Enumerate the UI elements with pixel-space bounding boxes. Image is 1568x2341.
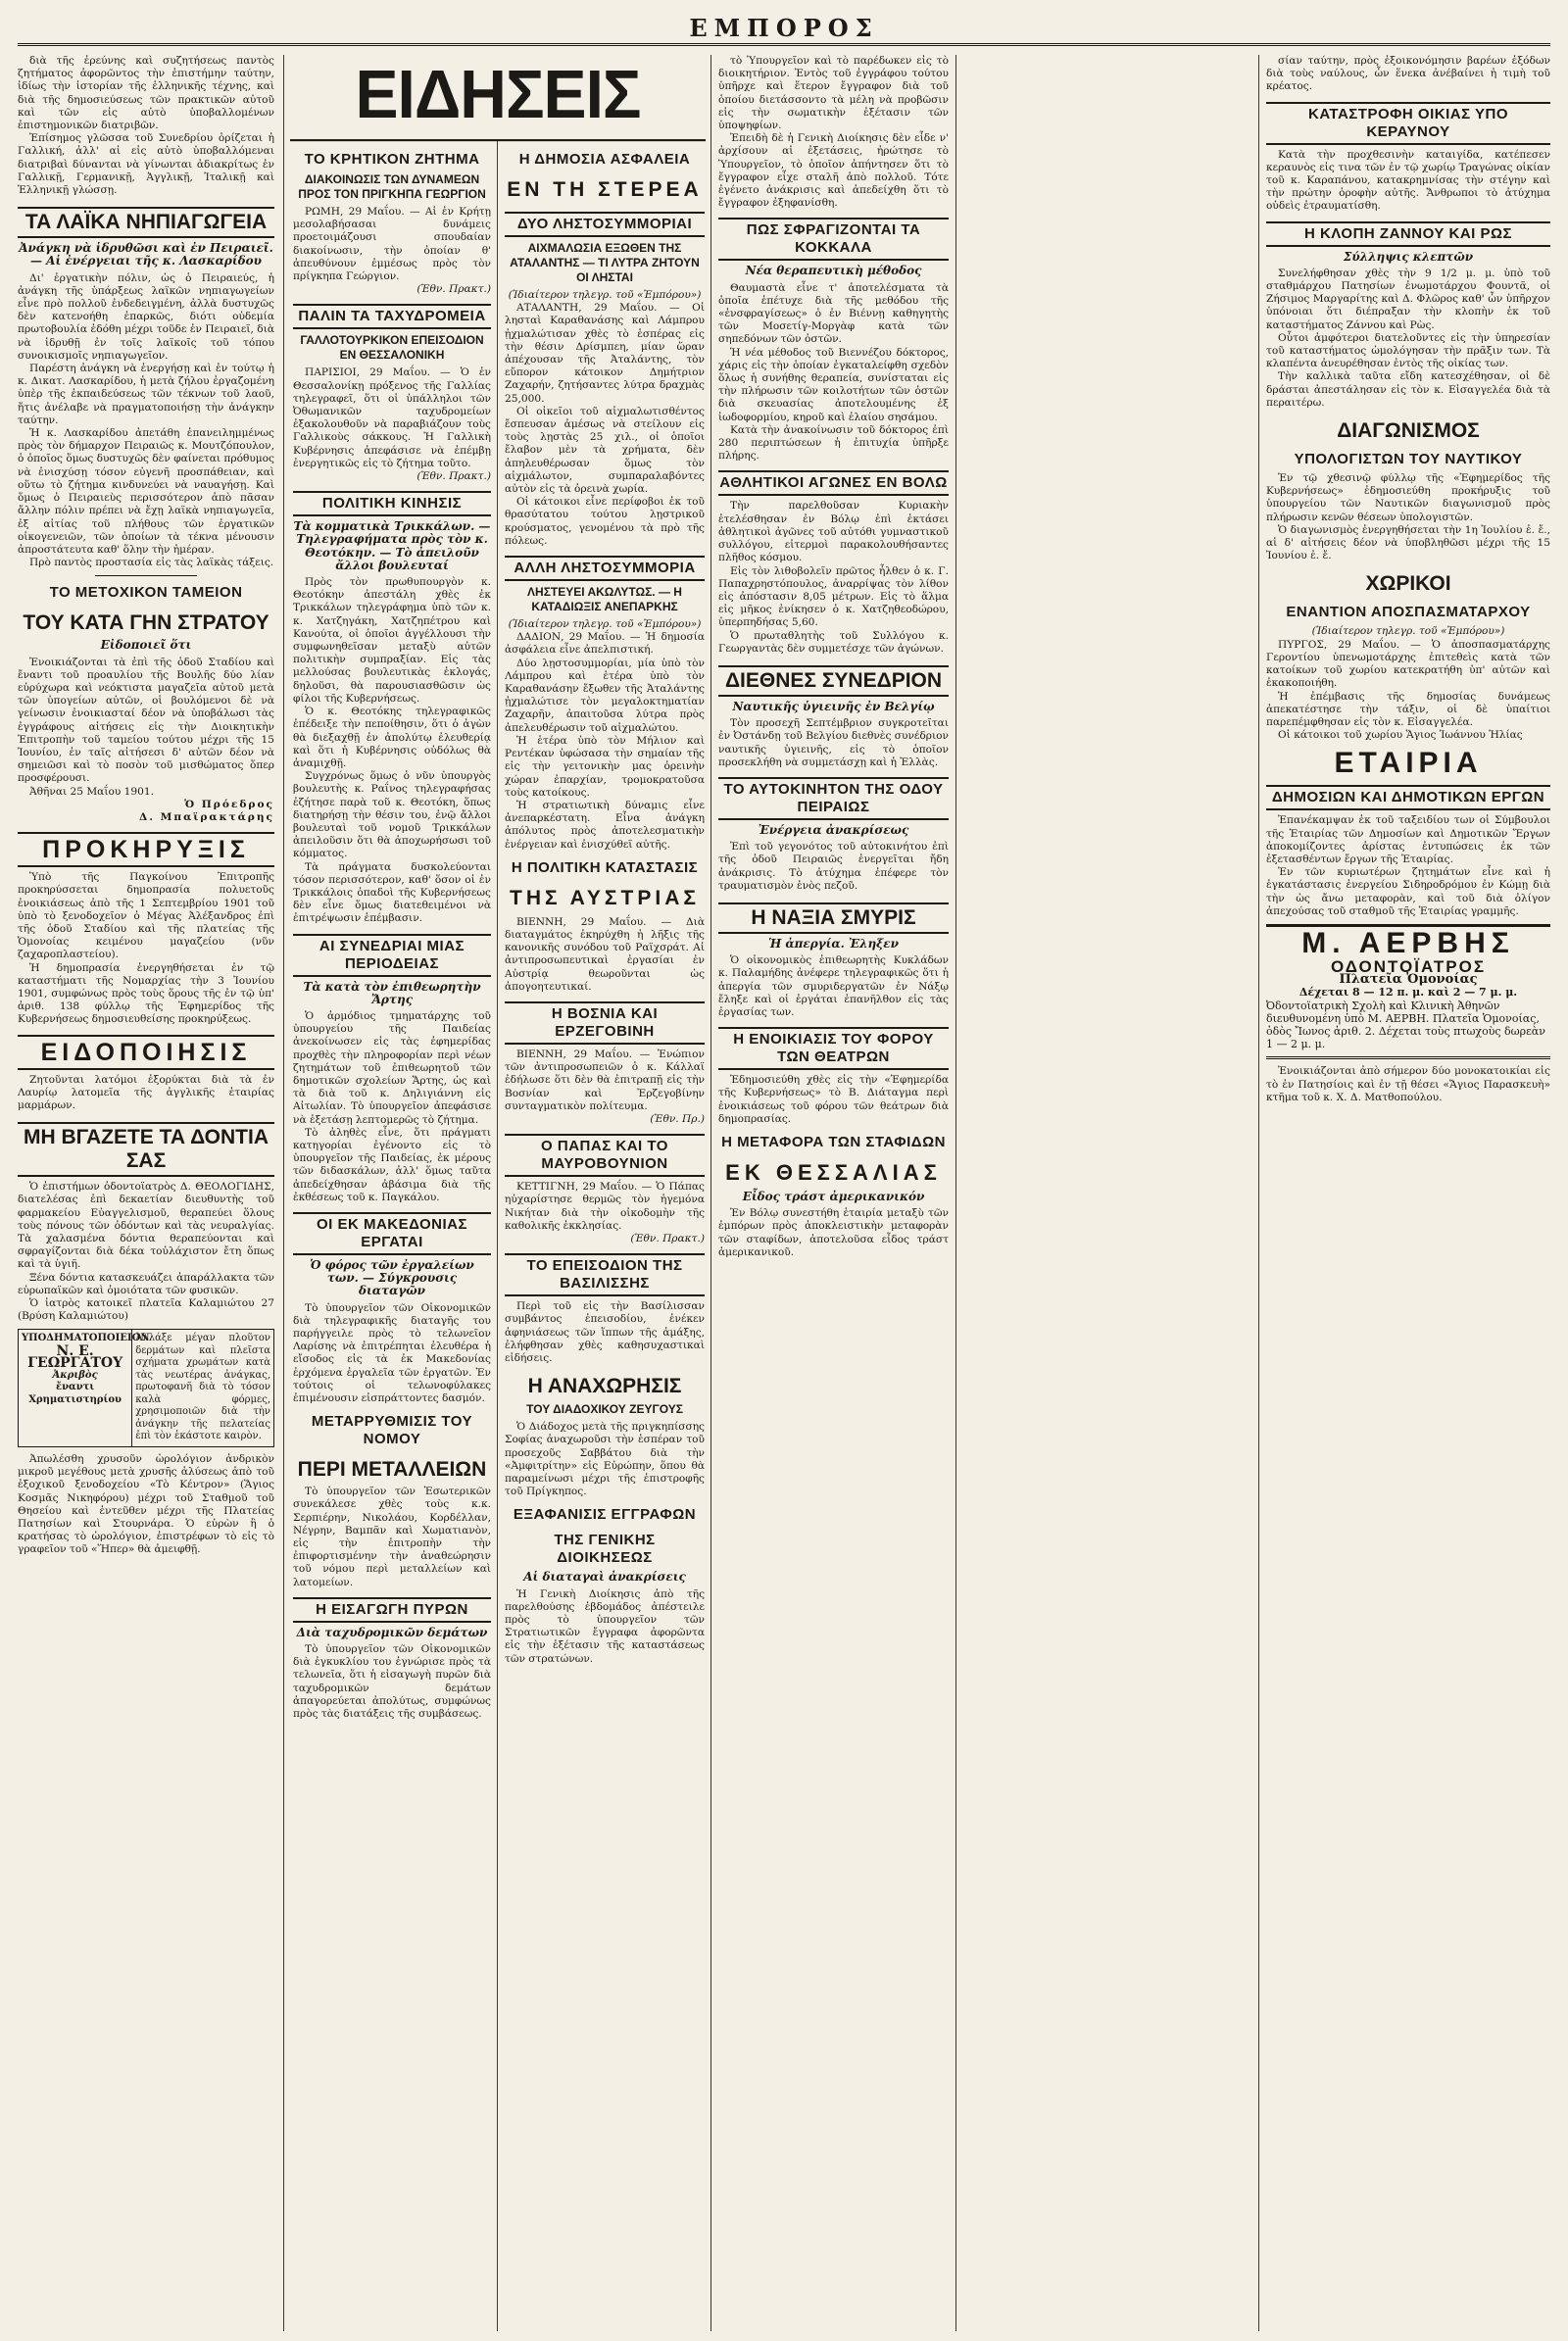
ad-title: ΥΠΟΔΗΜΑΤΟΠΟΙΕΙΟΝ	[22, 1333, 150, 1344]
source: (Ἐθν. Πρακτ.)	[416, 283, 491, 296]
subheadline: ΛΗΣΤΕΥΕΙ ΑΚΩΛΥΤΩΣ. — Η ΚΑΤΑΔΙΩΞΙΣ ΑΝΕΠΑΡΚΗΣ	[527, 585, 682, 614]
headline-meetings: ΑΙ ΣΥΝΕΔΡΙΑΙ ΜΙΑΣ ΠΕΡΙΟΔΕΙΑΣ	[293, 934, 491, 977]
paragraph: Οἱ οἰκεῖοι τοῦ αἰχμαλωτισθέντος ἔσπευσαν ἀμέσως νὰ στείλουν εἰς τοὺς λῃστὰς 25 χιλ., οἱ ὁποῖοι ἔλαβον μὲν τὰ χρήματα, δὲν ἀπηλευθέρωσαν ὅμως τὸν αἰχμάλωτον, συμπαραλαβόντες αὐτὸν εἰς τὰ ὀρεινὰ χωρία.	[505, 405, 705, 496]
paragraph: Τὰ πράγματα δυσκολεύονται τόσον περισσότερον, καθ' ὅσον οἱ ἐν Τρικκάλοις ὀπαδοὶ τῆς Κυβερνήσεως δὲν εἶνε ὅμως διατεθειμένοι νὰ ἐπιτρέψωσιν ἐπέμβασιν.	[293, 860, 491, 925]
headline-villagers: ΧΩΡΙΚΟΙ	[1365, 572, 1451, 596]
headline-proclamation: ΠΡΟΚΗΡΥΞΙΣ	[18, 832, 274, 867]
paragraph: Ξένα δόντια κατασκευάζει ἀπαράλλακτα τῶν εὐρωπαϊκῶν καὶ ὁμοιότατα τῶν φυσικῶν.	[18, 1271, 274, 1296]
paragraph: Ἀπωλέσθη χρυσοῦν ὡρολόγιον ἀνδρικὸν μικροῦ μεγέθους μετὰ χρυσῆς ἁλύσεως ἀπὸ τοῦ ἐξοχικοῦ ξενοδοχείου «Τὸ Κέντρον» (Ἅγιος Κοσμᾶς Νικηφόρου) μέχρι τοῦ Σταθμοῦ τοῦ Θησείου καὶ ἐντεῦθεν μέχρι τῆς Πλατείας Πατησίων καὶ Στουρνάρα. Ὁ εὑρὼν ἢ ὁ κρατήσας τὸ ὡρολόγιον, ἐπιστρέφων τὸ εἰς τὸ γραφεῖον τοῦ «Ἥπερ» θὰ ἀμειφθῇ.	[18, 1452, 274, 1556]
ad-name: Ν. Ε. ΓΕΩΡΓΑΤΟΥ	[27, 1342, 123, 1372]
source: (Ἐθν. Πρ.)	[650, 1112, 705, 1125]
paragraph: διὰ τῆς ἐρεύνης καὶ συζητήσεως παντὸς ζητήματος ἀφορῶντος τὴν ἐπιστήμην ταύτην, ἰδίως τὴν ἱστορίαν τῆς ἑλληνικῆς τέχνης, καὶ διὰ τῆς δημοσιεύσεως τῶν πρακτικῶν αὐτοῦ καὶ τῶν εἰς αὐτὸ ὑποβαλλομένων ἐπιστημονικῶν διατριβῶν.	[18, 55, 274, 132]
paragraph: Ἐνοικιάζονται τὰ ἐπὶ τῆς ὁδοῦ Σταδίου καὶ ἔναντι τοῦ προαυλίου τῆς Βουλῆς δύο λίαν εὐρύχωρα καὶ νεόκτιστα μαγαζεῖα αὐτοῦ μετὰ τῶν ὑπογείων αὐτῶν, οἱ βουλόμενοι δὲ νὰ γείνωσιν ἐνοικιασταί δέον νὰ ὑποβάλωσι τὰς ἐγγράφους αἰτήσεις εἰς τὴν Διοικητικὴν Ἐπιτροπὴν τοῦ ταμείου τούτου μέχρι τῆς 15 Ἰουνίου, ἐν ταῖς αἰτήσεσι δ' αὐτῶν δέον νὰ σημειῶσι καὶ τὸ ποσὸν τοῦ μισθώματος ὅπερ προσφέρουσι.	[18, 656, 274, 785]
headline-law: ΜΕΤΑΡΡΥΘΜΙΣΙΣ ΤΟΥ ΝΟΜΟΥ	[311, 1413, 473, 1448]
paragraph: Περὶ τοῦ εἰς τὴν Βασίλισσαν συμβάντος ἐπεισοδίου, ἐνέκεν ἀφηνιάσεως τῶν ἵππων τῆς ἁμάξης, ἐλήφθησαν χθὲς καθησυχαστικαὶ εἰδήσεις.	[505, 1300, 705, 1364]
subheadline: Αἱ διαταγαὶ ἀνακρίσεις	[523, 1570, 686, 1585]
paragraph: Κατὰ τὴν προχθεσινὴν καταιγίδα, κατέπεσεν κεραυνὸς εἰς τινα τῶν ἐν τῷ χωρίῳ Τραγώνας οἰκίαν τοῦ κ. Καραπάνου, κατακρημνίσας τὴν στέγην καὶ τὴν πρώτην ὀροφὴν αὐτῆς. Ἄνθρωποι τὸ ἀτύχημα οὐδεὶς ἐτραυματίσθη.	[1266, 148, 1550, 213]
paragraph: Τὴν παρελθοῦσαν Κυριακὴν ἐτελέσθησαν ἐν Βόλῳ ἐπὶ ἐκτάσει ἀθλητικοὶ ἀγῶνες τοῦ αὐτόθι γυμναστικοῦ συλλόγου, εἰτερμοὶ παρακολουθήσαντες πλῆθος κόσμου.	[718, 500, 949, 564]
headline-law-2: ΠΕΡΙ ΜΕΤΑΛΛΕΙΩΝ	[297, 1458, 487, 1482]
signature-title: Ὁ Πρόεδρος	[184, 798, 274, 810]
subheadline: Σύλληψις κλεπτῶν	[1343, 249, 1474, 264]
headline-departure-2: ΤΟΥ ΔΙΑΔΟΧΙΚΟΥ ΖΕΥΓΟΥΣ	[526, 1402, 683, 1417]
paragraph: ΠΥΡΓΟΣ, 29 Μαΐου. — Ὁ ἀποσπασματάρχης Γεροντίου ὑπενωμοτάρχης ἐπιτεθεὶς κατὰ τῶν κατοίκων τοῦ χωρίου κατεκρατήθη ὑπ' αὐτῶν καὶ ἐκακοποιήθη.	[1266, 638, 1550, 690]
headline-austria-2: ΤΗΣ ΑΥΣΤΡΙΑΣ	[510, 886, 700, 909]
paragraph: Ζητοῦνται λατόμοι ἐξορύκται διὰ τὰ ἐν Λαυρίῳ λατομεῖα τῆς ἀγγλικῆς ἑταιρίας μαρμάρων.	[18, 1073, 274, 1111]
paragraph: Συνελήφθησαν χθὲς τὴν 9 1/2 μ. μ. ὑπὸ τοῦ σταθμάρχου Πατησίων ἐνωμοτάρχου Φουντᾶ, οἱ Ζήσιμος Μαργαρίτης καὶ Δ. Φλῶρος καθ' ὧν ὑπῆρχον ὑπόνοιαι ὅτι διέπραξαν τὴν κλοπὴν ἐκ τοῦ καταστήματος Ζάννου καὶ Ρὼς.	[1266, 267, 1550, 331]
subheadline: Νέα θεραπευτικὴ μέθοδος	[745, 264, 922, 278]
paragraph: Δύο λῃστοσυμμορίαι, μία ὑπὸ τὸν Λάμπρου καὶ ἑτέρα ὑπὸ τὸν Καραθανάσην ἔξωθεν τῆς Ἀταλάντης ᾐχμαλώτισε τὸν μεγαλοκτηματίαν Ζαχαρῆν, ἀπαιτοῦσα λύτρα πρὸς ἀπελευθέρωσιν τοῦ αἰχμαλώτου.	[505, 657, 705, 734]
headline-fund: ΤΟ ΜΕΤΟΧΙΚΟΝ ΤΑΜΕΙΟΝ	[49, 584, 243, 602]
headline-gangs: ΔΥΟ ΛΗΣΤΟΣΥΜΜΟΡΙΑΙ	[505, 212, 705, 237]
paragraph: Ἐν τῷ χθεσινῷ φύλλῳ τῆς «Ἐφημερίδος τῆς Κυβερνήσεως» ἐδημοσιεύθη προκήρυξις τοῦ ὑπουργείου τῶν Ναυτικῶν διαγωνισμοῦ πρὸς πλήρωσιν κενῶν θέσεων ὑπολογιστῶν.	[1266, 472, 1550, 523]
paragraph: Τὸ ὑπουργεῖον τῶν Οἰκονομικῶν διὰ ἐγκυκλίου του ἐγνώρισε πρὸς τὰ τελωνεῖα, ὅτι ἡ εἰσαγωγὴ πυρῶν διὰ ταχυδρομικῶν δεμάτων ἀπαγορεύεται ἀπολύτως, συμφώνως πρὸς τὰς διατάξεις τῆς συμβάσεως.	[293, 1643, 491, 1721]
paragraph: Ἡ ἐπέμβασις τῆς δημοσίας δυνάμεως ἀπεκατέστησε τὴν τάξιν, οἱ δὲ ὑπαίτιοι παρεπέμφθησαν εἰς τὸν κ. Εἰσαγγελέα.	[1266, 690, 1550, 728]
headline-raisins: Η ΜΕΤΑΦΟΡΑ ΤΩΝ ΣΤΑΦΙΔΩΝ	[721, 1133, 946, 1150]
paragraph: Ὁ ἐπιστήμων ὀδοντοϊατρὸς Δ. ΘΕΟΛΟΓΙΔΗΣ, διατελέσας ἐπὶ δεκαετίαν διευθυντὴς τοῦ φαρμακείου Εὐαγγελισμοῦ, θεραπεύει ὅλους τοὺς πόνους τῶν ὀδόντων καὶ τὰς νευραλγίας. Τὰ χαλασμένα δόντια θεραπεύονται καὶ σφραγίζονται διὰ δέκα τοὐλάχιστον ἔτη ὅπως καὶ τὰ ὑγιῆ.	[18, 1181, 274, 1271]
paragraph: ΠΑΡΙΣΙΟΙ, 29 Μαΐου. — Ὁ ἐν Θεσσαλονίκῃ πρόξενος τῆς Γαλλίας τηλεγραφεῖ, ὅτι οἱ ὑπάλληλοι τῶν Ὀθωμανικῶν ταχυδρομείων ἐξακολουθοῦν νὰ παραβιάζουν τοὺς Γαλλικοὺς σάκκους. Ἡ Γαλλικὴ Κυβέρνησις ἀπεφάσισε νὰ ἐπέμβῃ ἐνεργητικῶς εἰς τὸ ζήτημα τοῦτο.	[293, 366, 491, 469]
paragraph: Οἱ κάτοικοι εἶνε περίφοβοι ἐκ τοῦ θρασύτατου τούτου λῃστρικοῦ κρούσματος, γενομένου τὰ πρὸ τῆς πόλεως.	[505, 496, 705, 547]
paragraph: Τὸ ὑπουργεῖον τῶν Ἐσωτερικῶν συνεκάλεσε χθὲς τοὺς κ.κ. Σερπιέρην, Νικολάου, Κορδέλλαν, Νέγρην, Βαμπᾶν καὶ Χωματιανὸν, εἰς τὴν ἐπιτροπὴν τὴν ἐπιφορτισμένην τὴν ἀναθεώρησιν τοῦ νόμου περὶ μεταλλείων καὶ λατομείων.	[293, 1486, 491, 1588]
paragraph: Τὸ ἀληθὲς εἶνε, ὅτι πράγματι κατηγορίαι ἐγένοντο εἰς τὸ ὑπουργεῖον τῆς Παιδείας, ἐκ μέρους τῶν διδασκάλων, ἀλλ' ὅμως ταῦτα ἀπεδείχθησαν ἀβάσιμα διὰ τῆς ἐκθέσεως τοῦ κ. Παγκάλου.	[293, 1126, 491, 1203]
dentist-name: Μ. ΑΕΡΒΗΣ	[1266, 924, 1550, 960]
headline-documents: ΕΞΑΦΑΝΙΣΙΣ ΕΓΓΡΑΦΩΝ	[513, 1506, 697, 1524]
column-2	[293, 143, 491, 2331]
paragraph: Εἰς τὸν λιθοβολεῖν πρῶτος ἦλθεν ὁ κ. Γ. Παπαχρηστόπουλος, ἀναρρίψας τὸν λίθον εἰς ἀπόστασιν 8,05 μέτρων. Εἰς τὸ ἅλμα εἰς μῆκος ἐνίκησεν ὁ κ. Χατζηθεοδώρου, ὑπερπηδήσας 5,60.	[718, 564, 949, 629]
paragraph: Ὁ ἰατρὸς κατοικεῖ πλατεῖα Καλαμιώτου 27 (Βρύση Καλαμιώτου)	[18, 1297, 274, 1323]
subheadline: ΓΑΛΛΟΤΟΥΡΚΙΚΟΝ ΕΠΕΙΣΟΔΙΟΝ ΕΝ ΘΕΣΣΑΛΟΝΙΚΗ	[300, 333, 484, 363]
paragraph: Ἐπανέκαμψαν ἐκ τοῦ ταξειδίου των οἱ Σύμβουλοι τῆς Ἑταιρίας τῶν Δημοσίων καὶ Δημοτικῶν Ἔργων ἀποκομίζοντες ἀρίστας ἐντυπώσεις ἐκ τῶν ἐξετασθέντων ἔργων τῆς Ἑταιρίας.	[1266, 814, 1550, 865]
headline-theatre-tax: Η ΕΝΟΙΚΙΑΣΙΣ ΤΟΥ ΦΟΡΟΥ ΤΩΝ ΘΕΑΤΡΩΝ	[718, 1027, 949, 1070]
paragraph: Ἐπίσημος γλῶσσα τοῦ Συνεδρίου ὁρίζεται ἡ Γαλλική, ἀλλ' αἱ εἰς αὐτὸ ὑποβαλλόμεναι διατριβαὶ δύνανται νὰ γίνωνται ἀδιακρίτως ἐν Γαλλικῇ, Γερμανικῇ, Ἀγγλικῇ, Ἰταλικῇ καὶ Ἑλληνικῇ γλώσσῃ.	[18, 132, 274, 197]
headline-company: ΕΤΑΙΡΙΑ	[1334, 747, 1483, 780]
dentist-hours: Δέχεται 8 — 12 π. μ. καὶ 2 — 7 μ. μ.	[1298, 986, 1518, 1000]
paragraph: σίαν ταύτην, πρὸς ἐξοικονόμησιν βαρέων ἐξόδων διὰ τοὺς ναύλους, ὧν ἕνεκα ἀνέβαίνει ἡ τιμὴ τοῦ κρέατος.	[1266, 55, 1550, 93]
headline-austria: Η ΠΟΛΙΤΙΚΗ ΚΑΤΑΣΤΑΣΙΣ	[511, 858, 699, 876]
headline-notice: ΕΙΔΟΠΟΙΗΣΙΣ	[18, 1035, 274, 1070]
subheadline: Ὁ φόρος τῶν ἐργαλείων των. — Σύγκρουσις διαταγῶν	[310, 1258, 474, 1298]
paragraph: Τὸν προσεχῆ Σεπτέμβριον συγκροτεῖται ἐν Ὀστάνδῃ τοῦ Βελγίου διεθνὲς συνέδριον ναυτικῆς ὑγιεινῆς, εἰς τὸ ὁποῖον προσεκλήθη νὰ συμμετάσχῃ καὶ ἡ Ἑλλὰς.	[718, 717, 949, 768]
subheadline: Τὰ κομματικὰ Τρικκάλων. — Τηλεγραφήματα πρὸς τὸν κ. Θεοτόκην. — Τὸ ἀπειλοῦν ἄλλοι βουλευταί	[293, 519, 491, 572]
ad-text: Ἀλλάξε μέγαν πλοῦτον δερμάτων καὶ πλεῖστα σχήματα χρωμάτων κατὰ τὰς νεωτέρας ἀνάγκας, πρωτοφανῆ διὰ τὸ τόσον καλὰ φόρμες, χρησιμοποιῶν διὰ τὴν ἀνάγκην τῆς πελατείας ἐπὶ τὸν ἑκάστοτε καιρὸν.	[135, 1333, 270, 1442]
paragraph: Ἐδημοσιεύθη χθὲς εἰς τὴν «Ἐφημερίδα τῆς Κυβερνήσεως» τὸ Β. Διάταγμα περὶ ἐνοικιάσεως τοῦ φόρου τῶν θεάτρων διὰ δημοπρασίας.	[718, 1074, 949, 1125]
columns	[18, 55, 1550, 2331]
paragraph: Ἐνοικιάζονται ἀπὸ σήμερον δύο μονοκατοικίαι εἰς τὸ ἐν Πατησίοις καὶ ἐν τῇ θέσει «Ἄγιος Παρασκευὴ» κτῆμα τοῦ κ. Χ. Δ. Ματθοπούλου.	[1266, 1065, 1550, 1103]
subheadline: Εἰδοποιεῖ ὅτι	[100, 638, 192, 653]
paragraph: Ὁ πρωταθλητὴς τοῦ Συλλόγου κ. Γεωργαντὰς δὲν συμμετέσχε τῶν ἀγώνων.	[718, 629, 949, 655]
paragraph: Ὑπὸ τῆς Παγκοίνου Ἐπιτροπῆς προκηρύσσεται δημοπρασία πολυετοῦς ἐνοικιάσεως ἀπὸ τῆς 1 Σεπτεμβρίου 1901 τοῦ ὑπὸ τὸ ξενοδοχεῖον ὁ Μέγας Ἀλέξανδρος ἐπὶ τῆς ὁδοῦ Σταδίου καὶ τῆς πλατείας τῆς Ὁμονοίας κειμένου μαγαζείου (νῦν ζαχαροπλαστείου).	[18, 871, 274, 961]
paragraph: Ἐν Βόλῳ συνεστήθη ἑταιρία μεταξὺ τῶν ἐμπόρων πρὸς ἀποκλειστικὴν μεταφορὰν τῶν σταφίδων, ἀποτελοῦσα εἶδος τράστ ἀμερικανικοῦ.	[718, 1207, 949, 1258]
paragraph: Ἡ ἑτέρα ὑπὸ τὸν Μήλιον καὶ Ρεντέκαν ὑφώσασα τὴν σημαίαν τῆς εἰς τὴν γειτονικὴν μας ὀρεινὴν χώραν ἐπαρχίαν, τρομοκρατοῦσα τοὺς κατοίκους.	[505, 734, 705, 799]
dentist-ad	[1266, 924, 1550, 1050]
subheadline: Ἡ ἀπεργία. Ἐληξεν	[768, 936, 899, 951]
subheadline: Τὰ κατὰ τὸν ἐπιθεωρητὴν Ἄρτης	[303, 979, 481, 1006]
paragraph: Ἡ στρατιωτικὴ δύναμις εἶνε ἀνεπαρκέστατη. Εἶνα ἀνάγκη ἀπόλυτος πρὸς ἀποτελεσματικὴν ἐνέργειαν καὶ ἐνισχύθεῖ αὐτῆς.	[505, 799, 705, 851]
headline-posts: ΠΑΛΙΝ ΤΑ ΤΑΧΥΔΡΟΜΕΙΑ	[293, 304, 491, 329]
paragraph: Τὸ ὑπουργεῖον τῶν Οἰκονομικῶν διὰ τηλεγραφικῆς διαταγῆς του παρήγγειλε πρὸς τὸ τελωνεῖον Λαρίσης νὰ ἐπιτρέπηται ἐλευθέρα ἡ εἴσοδος εἰς τὰ ἐκ Μακεδονίας ἐρχόμενα ἐργαλεῖα τῶν ἐργατῶν. Ἐν τούτοις οἱ τελωνοφύλακες ἐπιμένουσιν εἰσπράττοντες δασμόν.	[293, 1301, 491, 1405]
headline-other-gang: ΑΛΛΗ ΛΗΣΤΟΣΥΜΜΟΡΙΑ	[505, 556, 705, 581]
subheadline: Ναυτικῆς ὑγιεινῆς ἐν Βελγίῳ	[732, 699, 935, 713]
column-5	[1266, 55, 1550, 2331]
paragraph: τὸ Ὑπουργεῖον καὶ τὸ παρέδωκεν εἰς τὸ διοικητήριον. Ἐντὸς τοῦ ἐγγράφου τούτου ὑπῆρχε καὶ ἕτερον ἔγγραφον διὰ τοῦ ὁποίου διετάσσοντο τὰ μέλη νὰ προβῶσιν εἰς τὴν σωματικὴν ἐξέτασιν τῶν ὑποψηφίων.	[718, 55, 949, 132]
headline-security-2: ΕΝ ΤΗ ΣΤΕΡΕΑ	[507, 178, 703, 201]
subheadline: ΔΙΑΚΟΙΝΩΣΙΣ ΤΩΝ ΔΥΝΑΜΕΩΝ ΠΡΟΣ ΤΟΝ ΠΡΙΓΚΗΠΑ ΓΕΩΡΓΙΟΝ	[298, 172, 486, 201]
dentist-text: Ὀδοντοϊατρικὴ Σχολὴ καὶ Κλινικὴ Ἀθηνῶν διευθυνομένη ὑπὸ Μ. ΑΕΡΒΗ. Πλατεῖα Ὁμονοίας, ὁδὸς Ἴωνος ἀριθ. 2. Δέχεται τοὺς πτωχοὺς δωρεὰν 1 — 2 μ. μ.	[1266, 999, 1545, 1051]
column-4	[718, 55, 949, 2331]
headline-automobile: ΤΟ ΑΥΤΟΚΙΝΗΤΟΝ ΤΗΣ ΟΔΟΥ ΠΕΙΡΑΙΩΣ	[718, 777, 949, 820]
source: (Ἰδιαίτερον τηλεγρ. τοῦ «Ἐμπόρου»)	[508, 289, 702, 301]
paragraph: Τὴν καλλικὰ ταῦτα εἴδη κατεσχέθησαν, οἱ δὲ δράσται ἀπεστάλησαν εἰς τὸν κ. Εἰσαγγελέα διὰ τὰ περαιτέρω.	[1266, 370, 1550, 409]
headline-company-2: ΔΗΜΟΣΙΩΝ ΚΑΙ ΔΗΜΟΤΙΚΩΝ ΕΡΓΩΝ	[1266, 785, 1550, 810]
paragraph: Πρὸ παντὸς προστασία εἰς τὰς λαϊκὰς τάξεις.	[29, 557, 274, 569]
paragraph: ΡΩΜΗ, 29 Μαΐου. — Αἱ ἐν Κρήτῃ μεσολαβήσασαι δυνάμεις προετοιμάζουσι σπουδαίαν διακοίνωσιν, τὴν ὁποίαν θ' ἀπευθύνουν ἐμμέσως πρὸς τὸν πρίγκηπα Γεώργιον.	[293, 206, 491, 283]
subheadline: Ἀνάγκη νὰ ἱδρυθῶσι καὶ ἐν Πειραιεῖ. — Αἱ ἐνέργειαι τῆς κ. Λασκαρίδου	[19, 241, 273, 268]
paragraph: Ὁ ἁρμόδιος τμηματάρχης τοῦ ὑπουργείου τῆς Παιδείας ἀνεκοίνωσεν εἰς τὰς ἐφημερίδας προχθὲς τὴν πληροφορίαν περὶ νέων ζητημάτων τοῦ ἐπιθεωρητοῦ τῶν δημοτικῶν σχολείων Ἄρτης, ὡς καὶ τὰ διὰ τοῦ κ. Δηλιγιάννη εἰς Αἰτωλίαν. Τὸ ὑπουργεῖον ἀπεφάσισε νὰ ἐξετάσῃ λεπτομερῶς τὸ ζήτημα.	[293, 1009, 491, 1126]
headline-documents-2: ΤΗΣ ΓΕΝΙΚΗΣ ΔΙΟΙΚΗΣΕΩΣ	[554, 1532, 656, 1567]
paragraph: Ἡ νέα μέθοδος τοῦ Βιεννέζου δόκτορος, χάρις εἰς τὴν ὁποίαν ἐγκαταλείφθη σχεδὸν ὅλως ἡ συνήθης θεραπεία, συνίσταται εἰς τὴν πλήρωσιν τῶν κοιλοτήτων τῶν ὀστῶν διὰ σκευασίας ἀποτελουμένης ἐξ ἰωδοφορμίου, κηροῦ καὶ ἐλαίου σησάμου.	[718, 346, 949, 423]
source: (Ἐθν. Πρακτ.)	[416, 470, 491, 483]
source: (Ἰδιαίτερον τηλεγρ. τοῦ «Ἐμπόρου»)	[1311, 625, 1505, 638]
column-3	[505, 143, 705, 2331]
headline-pope: Ο ΠΑΠΑΣ ΚΑΙ ΤΟ ΜΑΥΡΟΒΟΥΝΙΟΝ	[505, 1134, 705, 1177]
signature-name: Δ. Μπαϊρακτάρης	[139, 810, 274, 823]
paragraph: Πρὸς τὸν πρωθυπουργὸν κ. Θεοτόκην ἀπεστάλη χθὲς ἐκ Τρικκάλων τηλεγράφημα ὑπὸ τῶν κ. κ. Χατζηγάκη, Χατζηπέτρου καὶ Κανούτα, οἱ ὁποῖοι ἀγγέλλουσι τὴν συμφωνηθεῖσαν μεταξὺ αὐτῶν πολιτικὴν συμπραξίαν. Εἰς τὰς μελλούσας βουλευτικὰς ἐκλογάς, δηλοῦσι, θὰ παρουσιασθῶσιν ὡς φίλοι τῆς Κυβερνήσεως.	[293, 576, 491, 705]
paragraph: Θαυμαστὰ εἶνε τ' ἀποτελέσματα τὰ ὁποῖα ἐπέτυχε διὰ τῆς μεθόδου τῆς «ἐνσφραγίσεως» ὁ ἐν Βιέννῃ καθηγητὴς τῶν Μοσετίγ-Μοργὰφ κατὰ τῶν σηπεδόνων τῶν ὀστῶν.	[718, 281, 949, 346]
paragraph: Κατὰ τὴν ἀνακοίνωσιν τοῦ δόκτορος ἐπὶ 280 περιπτώσεων ἡ ἐπιτυχία ὑπῆρξε πλήρης.	[718, 423, 949, 463]
ad-address: ἔναντι Χρηματιστηρίου	[28, 1382, 122, 1405]
paragraph: ΑΤΑΛΑΝΤΗ, 29 Μαΐου. — Οἱ λησταὶ Καραθανάσης καὶ Λάμπρου ᾐχμαλώτισαν χθὲς τὸ ἑσπέρας εἰς τὴν θέσιν Δρίσμπεη, μίαν ὥραν ἀπέχουσαν τῆς Ἀταλάντης, τὸν εὔπορον κάτοικον Δημήτριον Ζαχαρήν, ζητήσαντες λύτρα δραχμὰς 25,000.	[505, 302, 705, 405]
paragraph: Δι' ἐργατικὴν πόλιν, ὡς ὁ Πειραιεύς, ἡ ἀνάγκη τῆς ὑπάρξεως λαϊκῶν νηπιαγωγείων εἶνε πρὸ πολλοῦ ἐνδεδειγμένη, ἀλλὰ δυστυχῶς δὲν κατενοήθη ἐπαρκῶς, διότι οὐδεμία πρωτοβουλία ἐδόθη μέχρι τοῦδε ἐν Πειραιεῖ, διὰ νὰ ἱδρυθῇ ἐν τοῖς λαϊκοῖς τοῦ τόπου συνοικισμοῖς νηπιαγωγεῖον.	[18, 271, 274, 362]
paragraph: Ὁ οἰκονομικὸς ἐπιθεωρητὴς Κυκλάδων κ. Παλαμήδης ἀνέφερε τηλεγραφικῶς ὅτι ἡ ἀπεργία τῶν σμυριδεργατῶν ἐν Νάξῳ ἔληξε καὶ οἱ ἐργάται ἐπανῆλθον εἰς τὰς ἐργασίας των.	[718, 954, 949, 1018]
paragraph: Ὁ Διάδοχος μετὰ τῆς πριγκηπίσσης Σοφίας ἀναχωροῦσι τὴν ἑσπέραν τοῦ προσεχοῦς Σαββάτου διὰ τὴν «Ἀμφιτρίτην» εἰς Εὐρώπην, ὅπου θὰ παραμείνωσι μέχρι τῆς ἐπιστροφῆς τοῦ Πρίγκηπος.	[505, 1421, 705, 1498]
source: (Ἰδιαίτερον τηλεγρ. τοῦ «Ἐμπόρου»)	[508, 618, 702, 631]
subheadline: ΑΙΧΜΑΛΩΣΙΑ ΕΞΩΘΕΝ ΤΗΣ ΑΤΑΛΑΝΤΗΣ — ΤΙ ΛΥΤΡΑ ΖΗΤΟΥΝ ΟΙ ΛΗΣΤΑΙ	[510, 241, 700, 284]
headline-competition-2: ΥΠΟΛΟΓΙΣΤΩΝ ΤΟΥ ΝΑΥΤΙΚΟΥ	[1294, 451, 1523, 468]
headline-departure: Η ΑΝΑΧΩΡΗΣΙΣ	[527, 1375, 682, 1398]
paragraph: Ἐπὶ τοῦ γεγονότος τοῦ αὐτοκινήτου ἐπὶ τῆς ὁδοῦ Πειραιῶς ἐνεργεῖται ἤδη ἀνάκρισις. Τὸ ἀτύχημα ἐπέφερε τὸν τραυματισμὸν ἑνὸς πεζοῦ.	[718, 841, 949, 892]
ad-line: Ἀκριβὸς	[52, 1369, 98, 1381]
paragraph: ΔΑΔΙΟΝ, 29 Μαΐου. — Ἡ δημοσία ἀσφάλεια εἶνε ἀπελπιστική.	[505, 631, 705, 657]
masthead: ΕΜΠΟΡΟΣ	[18, 14, 1550, 46]
paragraph: ΒΙΕΝΝΗ, 29 Μαΐου. — Διὰ διαταγμάτος ἐκηρύχθη ἡ λῆξις τῆς κανονικῆς συνόδου τοῦ Ραϊχσράτ. Αἱ ἀντιπροσωπευτικαὶ ἐργασίαι ἐν Αὐστρίᾳ θεωροῦνται ὡς ἀπογοητευτικαί.	[505, 915, 705, 993]
paragraph: Ἡ Γενικὴ Διοίκησις ἀπὸ τῆς παρελθούσης ἑβδομάδος ἀπέστειλε πρὸς τὸ ὑπουργεῖον τῶν Στρατιωτικῶν ἔγγραφα ἀφορῶντα εἰς τὴν ἐξέτασιν τῆς καταστάσεως τῶν στρατώνων.	[505, 1587, 705, 1665]
dateline: Ἀθῆναι 25 Μαΐου 1901.	[29, 785, 155, 798]
paragraph: ΒΙΕΝΝΗ, 29 Μαΐου. — Ἐνώπιον τῶν ἀντιπροσωπειῶν ὁ κ. Κάλλαϊ ἐδήλωσε ὅτι δὲν θὰ ἐπιτραπῇ εἰς τὴν Βοσνίαν καὶ Ἐρζεγοβίνην συνταγματικὸν πολίτευμα.	[505, 1048, 705, 1112]
paragraph: Ἐπειδὴ δὲ ἡ Γενικὴ Διοίκησις δὲν εἶδε ν' ἀρχίσουν αἱ ἐξετάσεις, ἠρώτησε τὸ Ὑπουργεῖον, τὸ ὁποῖον ἀπήντησεν ὅτι τὸ ἔγγραφον εἶχε σταλῆ ἀπὸ πολλοῦ. Τότε ἐγένετο ἀνάκρισις καὶ ἀπεδείχθη ὅτι τὸ ἔγγραφον ἐξηφανίσθη.	[718, 132, 949, 210]
headline-lightning: ΚΑΤΑΣΤΡΟΦΗ ΟΙΚΙΑΣ ΥΠΟ ΚΕΡΑΥΝΟΥ	[1266, 102, 1550, 145]
headline-import: Η ΕΙΣΑΓΩΓΗ ΠΥΡΩΝ	[293, 1597, 491, 1623]
subheadline: Διὰ ταχυδρομικῶν δεμάτων	[296, 1625, 488, 1639]
headline-kindergartens: ΤΑ ΛΑΪΚΑ ΝΗΠΙΑΓΩΓΕΙΑ	[18, 207, 274, 238]
headline-congress: ΔΙΕΘΝΕΣ ΣΥΝΕΔΡΙΟΝ	[718, 665, 949, 697]
paragraph: Συγχρόνως ὅμως ὁ νῦν ὑπουργὸς βουλευτὴς κ. Ραΐνος τηλεγραφήσας ἐζήτησε παρὰ τοῦ κ. Θεοτόκη, ὅπως διατηρήσῃ τὴν θέσιν του, ἐνῷ ἄλλοι βουλευταὶ τοῦ νομοῦ Τρικκάλων ἀπειλοῦσιν ὅτι θὰ ἀποχωρήσωσι τοῦ κόμματος.	[293, 770, 491, 860]
shoe-shop-ad	[18, 1329, 274, 1447]
headline-athletics: ΑΘΛΗΤΙΚΟΙ ΑΓΩΝΕΣ ΕΝ ΒΟΛΩ	[718, 470, 949, 496]
paragraph: Ἡ κ. Λασκαρίδου ἀπετάθη ἐπανειλημμένως πρὸς τὸν δήμαρχον Πειραιῶς κ. Μουτζόπουλον, ὁ ὁποῖος ὅμως δυστυχῶς δὲν φαίνεται πρόθυμος νὰ ἐνισχύσῃ τόσον εὐγενῆ προσπάθειαν, καὶ οὕτω τὸ ζήτημα κινδυνεύει νὰ ναυαγήσῃ. Καὶ ὅμως ὁ Πειραιεὺς περισσότερον ἀπὸ πᾶσαν ἄλλην πόλιν πρέπει νὰ ἔχῃ λαϊκὰ νηπιαγωγεῖα, ἐξ αἰτίας τοῦ πλήθους τῶν ἐργατικῶν οἰκογενειῶν, τῶν ὁποίων τὰ τέκνα μένουσιν ἀπροστάτευτα καθ' ὅλην τὴν ἡμέραν.	[18, 427, 274, 556]
paragraph: Οἱ κάτοικοι τοῦ χωρίου Ἅγιος Ἰωάννου Ἠλίας	[1278, 729, 1523, 742]
paragraph: Ἐν τῶν κυριωτέρων ζητημάτων εἶνε καὶ ἡ ἐγκατάστασις ἐνεργείου Σιδηροδρόμου ἐν Κώμῃ διὰ τὴν ὡς ἄνω μεταφορὰν, καὶ τοῦ διὰ ὀλίγον ἀπεχούσας τοῦ σταθμοῦ τῆς Ἑταιρίας γραμμῆς.	[1266, 866, 1550, 917]
banner-headline: ΕΙΔΗΣΕΙΣ	[290, 53, 706, 141]
paragraph: ΚΕΤΤΙΓΝΗ, 29 Μαΐου. — Ὁ Πάπας ηὐχαρίστησε θερμῶς τὸν ἡγεμόνα Νικήταν διὰ τὴν οἰκοδομὴν τῆς καθολικῆς ἐκκλησίας.	[505, 1181, 705, 1232]
dentist-role: ΟΔΟΝΤΟΪΑΤΡΟΣ	[1330, 956, 1487, 976]
headline-queen: ΤΟ ΕΠΕΙΣΟΔΙΟΝ ΤΗΣ ΒΑΣΙΛΙΣΣΗΣ	[505, 1253, 705, 1296]
headline-competition: ΔΙΑΓΩΝΙΣΜΟΣ	[1337, 419, 1480, 443]
subheadline: Εἶδος τράστ ἀμερικανικόν	[742, 1189, 925, 1203]
headline-bosnia: Η ΒΟΣΝΙΑ ΚΑΙ ΕΡΖΕΓΟΒΙΝΗ	[505, 1001, 705, 1045]
subheadline: Ἐνέργεια ἀνακρίσεως	[758, 822, 909, 837]
dentist-address: Πλατεῖα Ὁμονοίας	[1339, 972, 1478, 988]
source: (Ἐθν. Πρακτ.)	[630, 1232, 705, 1244]
paragraph: Ὁ διαγωνισμὸς ἐνεργηθήσεται τὴν 1η Ἰουλίου ἐ. ἔ., αἱ δ' αἰτήσεις δέον νὰ ὑποβληθῶσι μέχρι τῆς 15 Ἰουνίου ἐ. ἔ.	[1266, 523, 1550, 562]
headline-fund-2: ΤΟΥ ΚΑΤΑ ΓΗΝ ΣΤΡΑΤΟΥ	[23, 611, 270, 635]
paragraph: Ἡ δημοπρασία ἐνεργηθήσεται ἐν τῷ καταστήματι τῆς Νομαρχίας τὴν 3 Ἰουνίου 1901, συμφώνως πρὸς τοὺς ὅρους τῆς ἐν τῷ ὑπ' ἀριθ. 138 φύλλῳ τῆς Ἐφημερίδος τῆς Κυβερνήσεως δημοσιευθείσης προκηρύξεως.	[18, 961, 274, 1026]
headline-raisins-2: ΕΚ ΘΕΣΣΑΛΙΑΣ	[725, 1159, 942, 1185]
headline-politics: ΠΟΛΙΤΙΚΗ ΚΙΝΗΣΙΣ	[293, 491, 491, 516]
headline-cretan: ΤΟ ΚΡΗΤΙΚΟΝ ΖΗΤΗΜΑ	[304, 151, 480, 168]
paragraph: Ὁ κ. Θεοτόκης τηλεγραφικῶς ἐπέδειξε τὴν πεποίθησιν, ὅτι ὁ ἀγὼν θὰ διεξαχθῇ ἐν ἀπολύτῳ ἐλευθερίᾳ καὶ ὅτι ἡ Κυβέρνησις οὐδόλως θὰ ἀναμιχθῇ.	[293, 706, 491, 769]
paragraph: Οὗτοι ἀμφότεροι διατελοῦντες εἰς τὴν ὑπηρεσίαν τοῦ καταστήματος ὡμολόγησαν τὴν πρᾶξιν των. Τὰ κλαπέντα ἀνευρέθησαν ἐντὸς τῆς οἰκίας των.	[1266, 331, 1550, 370]
headline-teeth: ΜΗ ΒΓΑΖΕΤΕ ΤΑ ΔΟΝΤΙΑ ΣΑΣ	[18, 1122, 274, 1177]
column-1	[18, 55, 274, 2331]
headline-villagers-2: ΕΝΑΝΤΙΟΝ ΑΠΟΣΠΑΣΜΑΤΑΡΧΟΥ	[1286, 604, 1531, 621]
headline-workers: ΟΙ ΕΚ ΜΑΚΕΔΟΝΙΑΣ ΕΡΓΑΤΑΙ	[293, 1212, 491, 1255]
paragraph: Παρέστη ἀνάγκη νὰ ἐνεργήσῃ καὶ ἐν τούτῳ ἡ κ. Δικατ. Λασκαρίδου, ἡ μετὰ ζήλου ἐργαζομένη ὑπὲρ τῆς ἐκπαιδεύσεως τῶν τέκνων τοῦ λαοῦ, ἥτις ἀνέλαβε νὰ πραγματοποιήσῃ τὴν ἀνάγκην ταύτην.	[18, 363, 274, 426]
headline-security: Η ΔΗΜΟΣΙΑ ΑΣΦΑΛΕΙΑ	[518, 151, 691, 168]
headline-bones: ΠΩΣ ΣΦΡΑΓΙΖΟΝΤΑΙ ΤΑ ΚΟΚΚΑΛΑ	[718, 218, 949, 261]
headline-naxos: Η ΝΑΞΙΑ ΣΜΥΡΙΣ	[718, 902, 949, 934]
headline-theft: Η ΚΛΟΠΗ ΖΑΝΝΟΥ ΚΑΙ ΡΩΣ	[1266, 221, 1550, 247]
